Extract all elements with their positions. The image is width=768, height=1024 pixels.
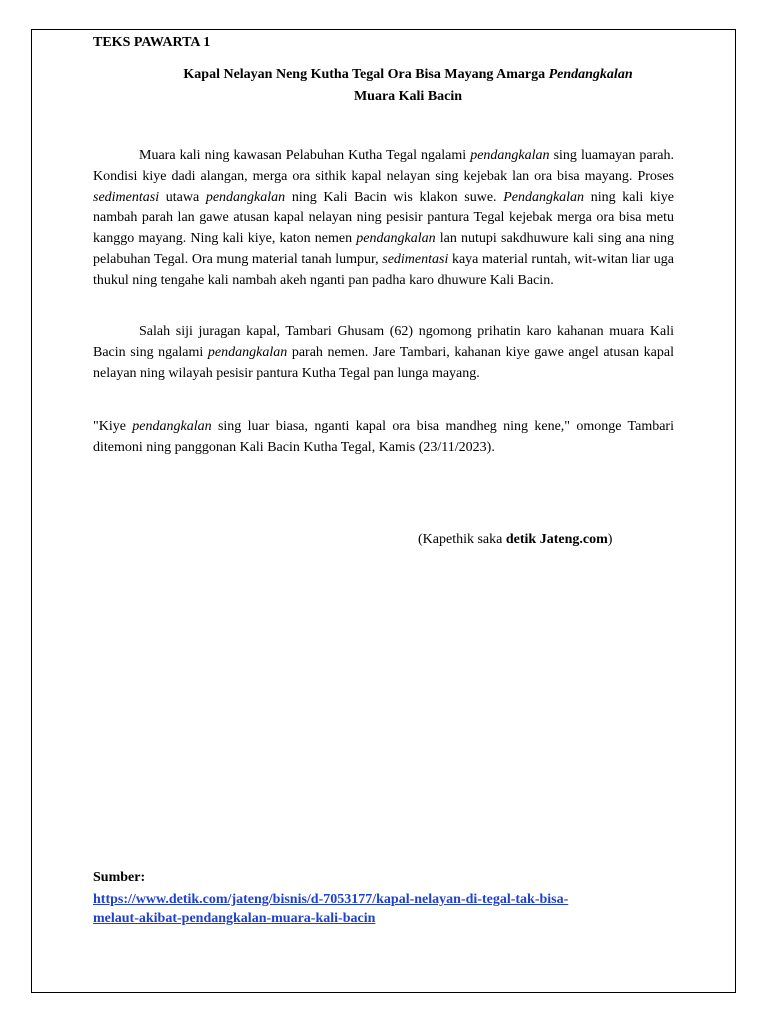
title-line-1: [93, 64, 723, 86]
text-run: sing luar biasa, nganti kapal ora bisa mandheg ning kene," omonge Tambari ditemoni ning panggonan Kali Bacin Kutha Tegal, Kamis (23/11/2023).: [93, 419, 674, 455]
source-link[interactable]: [93, 890, 653, 928]
text-run: ning kali kiye nambah parah lan gawe atusan kapal nelayan ning pesisir pantura Tegal kejebak merga ora bisa metu kanggo mayang. Ning kali kiye, katon nemen: [93, 189, 674, 247]
italic-term: Pendangkalan: [503, 189, 585, 205]
italic-term: pendangkalan: [132, 419, 212, 434]
text-run: utawa: [159, 189, 206, 205]
article-title: [93, 64, 723, 108]
credit-suffix: ): [607, 532, 613, 547]
text-run: kaya material runtah, wit-witan liar uga thukul ning tengahe kali nambah akeh nganti pan padha karo dhuwure Kali Bacin.: [93, 251, 674, 288]
text-run: lan nutupi sakdhuwure kali sing ana ning pelabuhan Tegal. Ora mung material tanah lumpur,: [93, 231, 674, 267]
source-label: Sumber:: [93, 870, 146, 885]
title-line-1-text: Kapal Nelayan Neng Kutha Tegal Ora Bisa Mayang Amarga: [183, 67, 549, 82]
text-run: Muara kali ning kawasan Pelabuhan Kutha Tegal ngalami: [139, 148, 471, 163]
credit-line: [418, 531, 612, 549]
text-run: sing luamayan parah. Kondisi kiye dadi alangan, merga ora sithik kapal nelayan sing kejebak lan ora bisa mayang. Proses: [93, 148, 674, 184]
title-line-2: Muara Kali Bacin: [353, 89, 463, 104]
italic-term: sedimentasi: [382, 251, 449, 267]
section-label: TEKS PAWARTA 1: [93, 35, 211, 50]
text-run: Salah siji juragan kapal, Tambari Ghusam (62) ngomong prihatin karo kahanan muara Kali Bacin sing ngalami: [93, 324, 674, 360]
credit-source: detik Jateng.com: [505, 532, 608, 547]
text-run: ning Kali Bacin wis klakon suwe.: [285, 189, 504, 205]
text-run: "Kiye: [93, 419, 133, 434]
source-link-line-2[interactable]: melaut-akibat-pendangkalan-muara-kali-bacin: [93, 911, 376, 926]
italic-term: sedimentasi: [93, 189, 160, 205]
text-run: parah nemen. Jare Tambari, kahanan kiye gawe angel atusan kapal nelayan ning wilayah pesisir pantura Kutha Tegal pan lunga mayang.: [93, 344, 674, 381]
italic-term: pendangkalan: [470, 148, 550, 163]
italic-term: pendangkalan: [356, 231, 436, 247]
title-line-1-italic: Pendangkalan: [548, 67, 633, 82]
italic-term: pendangkalan: [205, 189, 286, 205]
paragraph-1: [93, 146, 674, 292]
paragraph-3: [93, 417, 674, 459]
italic-term: pendangkalan: [207, 344, 288, 360]
credit-prefix: (Kapethik saka: [418, 532, 506, 547]
paragraph-2: [93, 322, 674, 384]
source-link-line-1[interactable]: https://www.detik.com/jateng/bisnis/d-7053177/kapal-nelayan-di-tegal-tak-bisa-: [93, 892, 569, 907]
